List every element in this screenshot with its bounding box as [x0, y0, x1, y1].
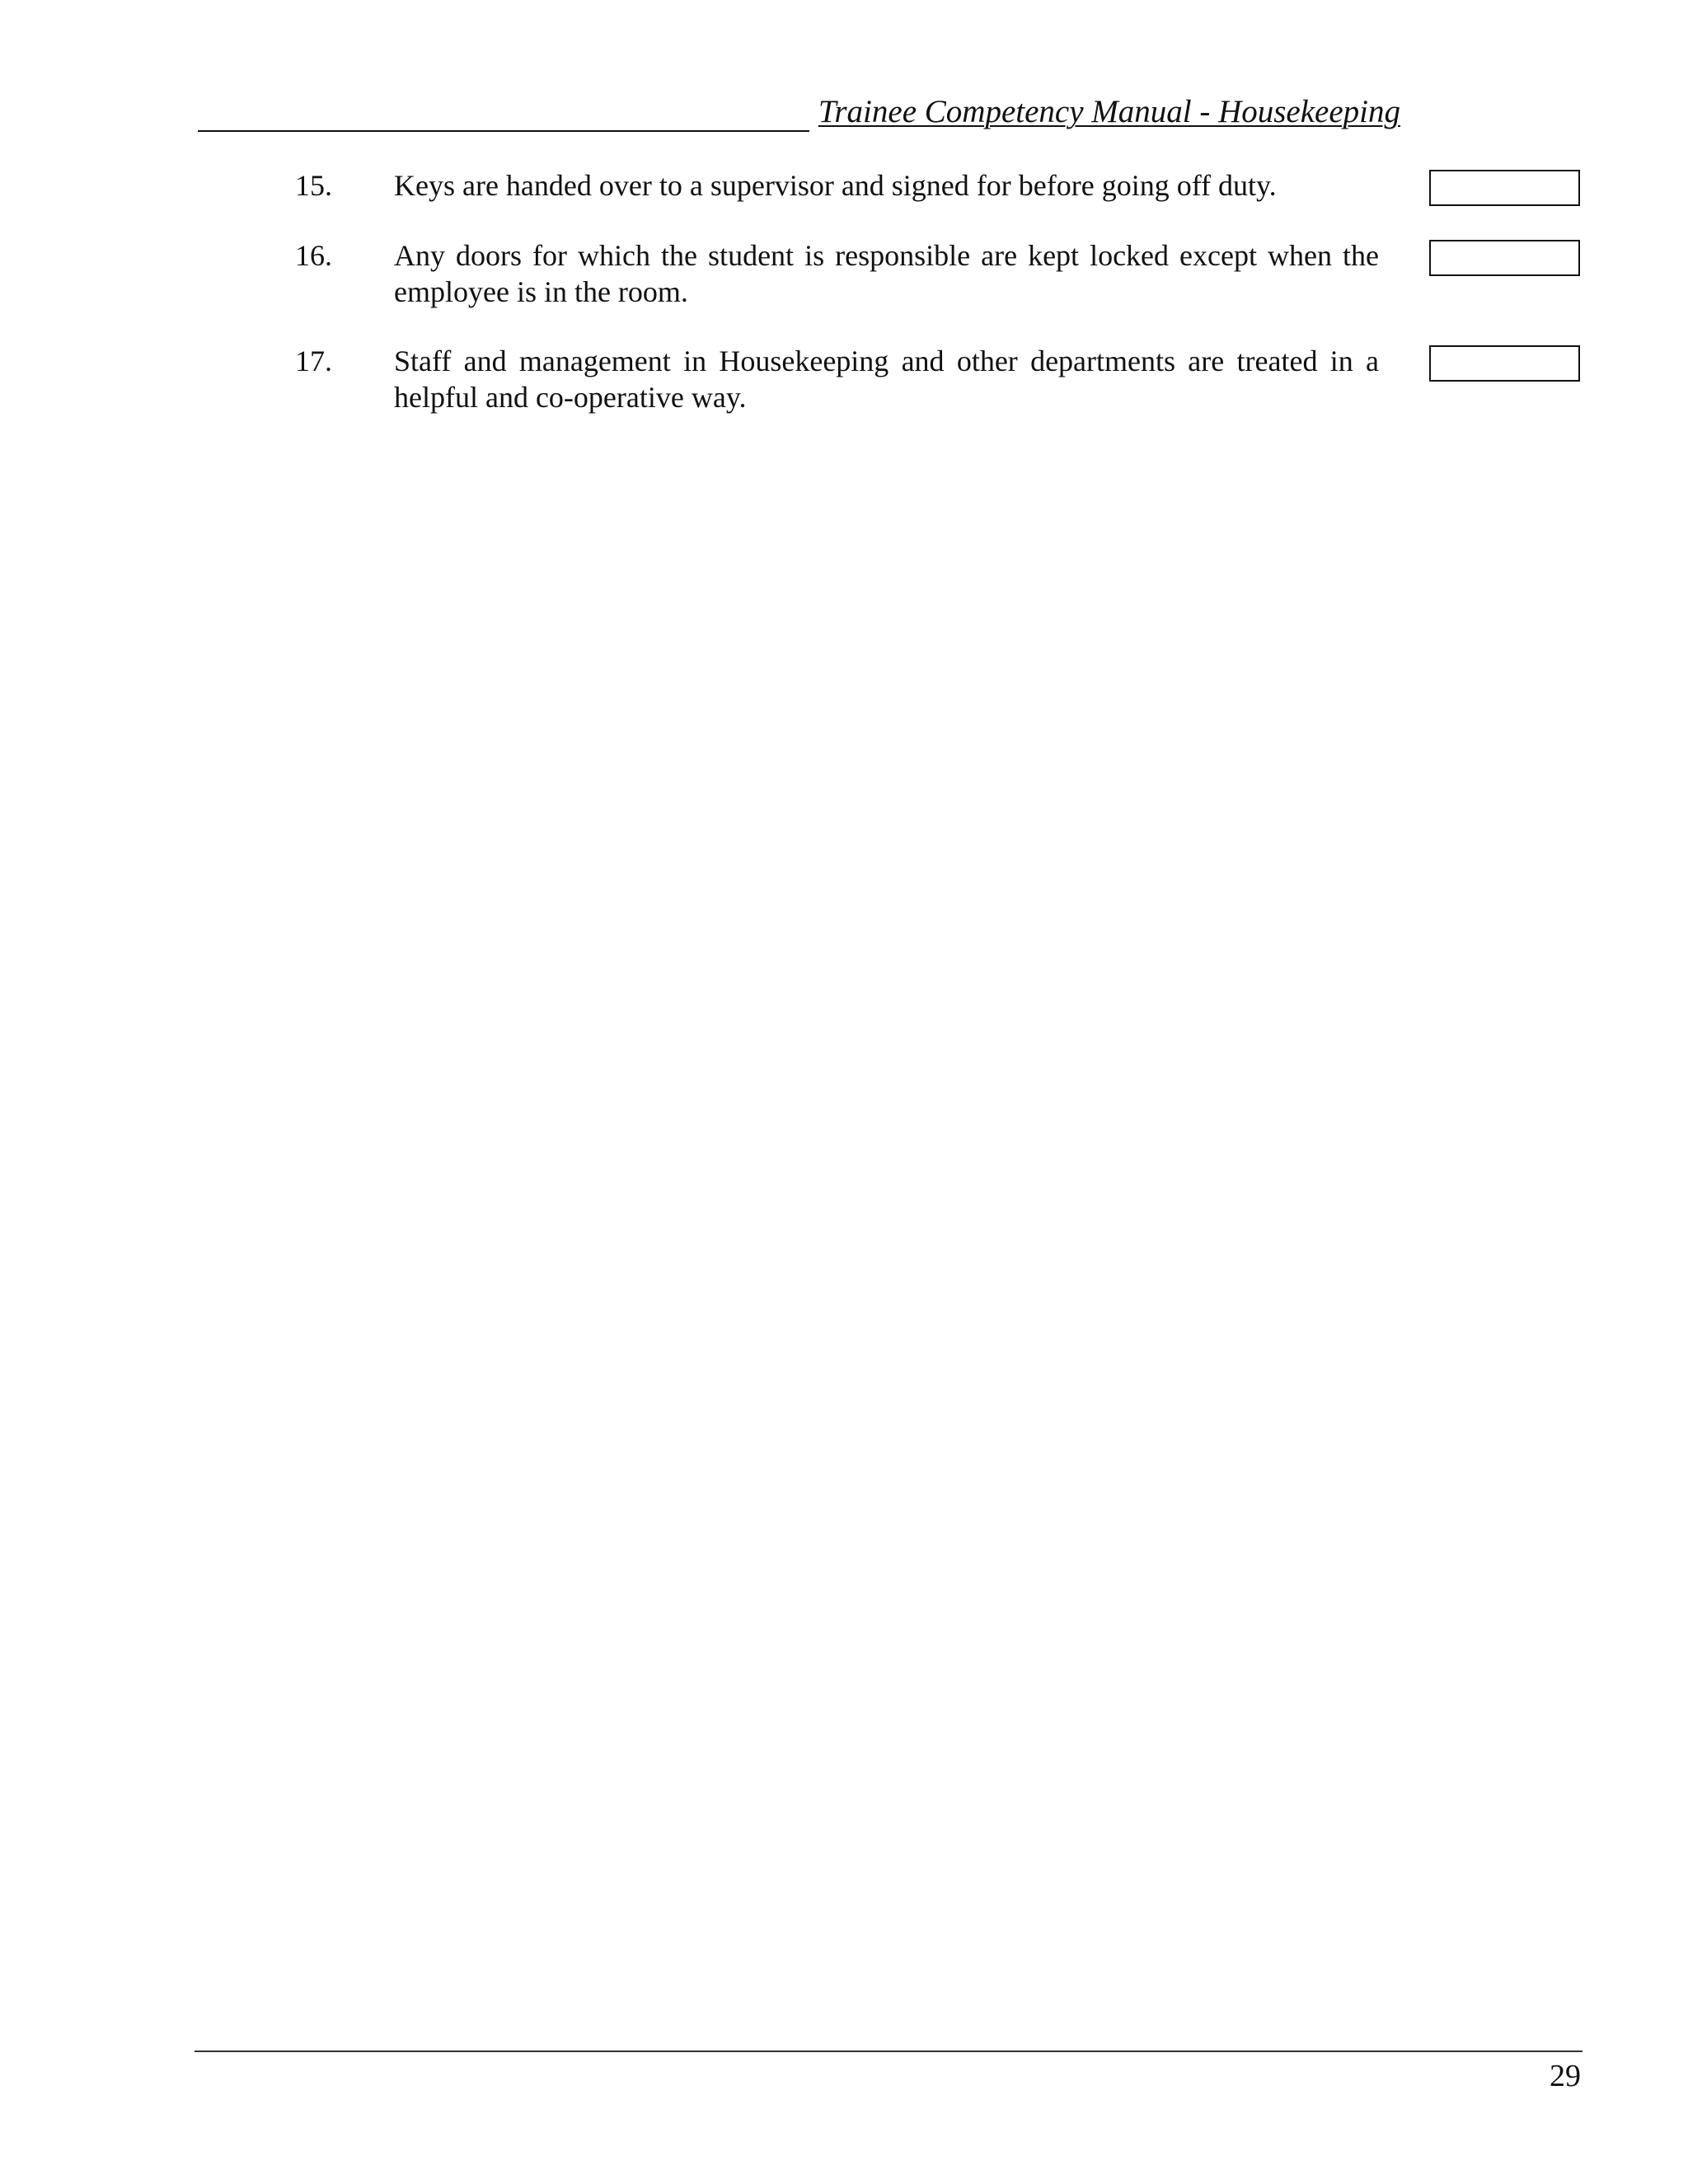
item-number: 16.: [295, 239, 332, 272]
item-number: 17.: [295, 344, 332, 377]
competency-checkbox[interactable]: [1429, 170, 1580, 206]
competency-checkbox[interactable]: [1429, 345, 1580, 382]
item-text: Keys are handed over to a supervisor and signed for before going off duty.: [394, 169, 1277, 202]
header-rule: [198, 130, 809, 132]
footer-rule: [195, 2050, 1582, 2052]
item-text: Any doors for which the student is responsible are kept locked except when the employee is in the room.: [394, 239, 1379, 308]
running-header-title: Trainee Competency Manual - Housekeeping: [818, 94, 1400, 129]
item-number: 15.: [295, 169, 332, 202]
page-number: 29: [1550, 2059, 1581, 2093]
competency-checkbox[interactable]: [1429, 240, 1580, 276]
item-text: Staff and management in Housekeeping and other departments are treated in a helpful and co-operative way.: [394, 344, 1379, 414]
